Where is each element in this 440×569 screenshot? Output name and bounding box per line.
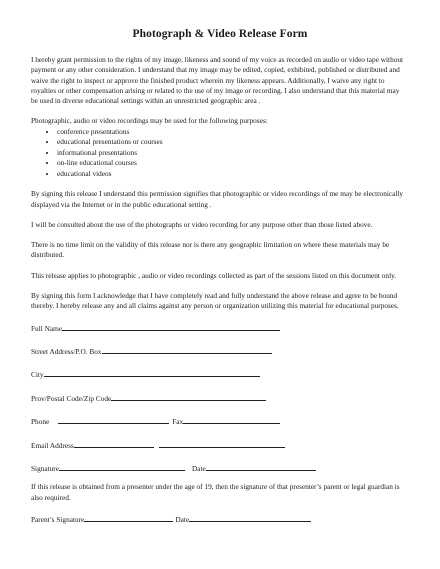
parent-date-label: Date (175, 514, 190, 524)
email-line[interactable] (74, 439, 154, 448)
acknowledge-paragraph: By signing this form I acknowledge that I have completely read and fully understand the above release and agree to be bound thereby. I hereby release any and all claims against any person or organization utilizing this material for educational purposes. (31, 291, 399, 311)
city-row (31, 368, 408, 391)
parent-signature-line[interactable] (84, 513, 173, 522)
email-label: Email Address (31, 440, 74, 450)
phone-line[interactable] (58, 415, 169, 424)
list-item: • informational presentations (57, 148, 408, 159)
consulted-paragraph: I will be consulted about the use of the photographs or video recording for any purpose other than those listed above. (31, 219, 373, 229)
form-title: Photograph & Video Release Form (132, 28, 308, 40)
list-item: • educational presentations or courses (57, 137, 408, 148)
postal-row (31, 392, 408, 415)
phone-label: Phone (31, 417, 50, 427)
list-item: • educational videos (57, 169, 408, 180)
fax-line[interactable] (183, 415, 280, 424)
postal-label: Prov/Postal Code/Zip Code (31, 393, 112, 403)
list-item: • on-line educational courses (57, 158, 408, 169)
street-row (31, 345, 408, 368)
full-name-line[interactable] (62, 322, 280, 331)
purposes-intro: Photographic, audio or video recordings may be used for the following purposes: (31, 116, 268, 126)
applies-paragraph: This release applies to photographic , audio or video recordings collected as part of the sessions listed on this document only. (31, 270, 397, 280)
purposes-list (31, 127, 408, 180)
city-line[interactable] (44, 368, 260, 377)
parent-date-line[interactable] (189, 513, 311, 522)
full-name-row (31, 322, 408, 345)
contact-fields (31, 322, 408, 486)
email-row (31, 439, 408, 462)
signature-line[interactable] (59, 462, 185, 471)
no-time-limit-paragraph: There is no time limit on the validity of this release nor is there any geographic limitation on where these materials may be distributed. (31, 240, 390, 260)
phone-fax-row (31, 415, 408, 438)
full-name-label: Full Name (31, 323, 63, 333)
postal-line[interactable] (111, 392, 266, 401)
email-line-2[interactable] (159, 439, 285, 448)
date-label: Date (191, 464, 206, 473)
minor-paragraph: If this release is obtained from a presenter under the age of 19, then the signature of that presenter’s parent or legal guardian is also required. (31, 482, 400, 502)
signing-paragraph: By signing this release I understand this permission signifies that photographic or video recordings of me may be electronically displayed via the Internet or in the public educational setting . (31, 189, 404, 209)
street-label: Street Address/P.O. Box (31, 347, 102, 357)
form-body (31, 55, 408, 536)
parent-signature-label: Parent’s Signature (31, 514, 85, 524)
permission-paragraph: I hereby grant permission to the rights of my image, likeness and sound of my voice as recorded on audio or video tape without payment or any other consideration. I understand that my image may be edited, copied, exhibited, published or distributed and waive the right to inspect or approve the finished product wherein my likeness appears. Additionally, I waive any right to royalties or other compensation arising or related to the use of my image or recording. I also understand that this material may be used in diverse educational settings within an unrestricted geographic area . (31, 55, 404, 106)
city-label: City (31, 370, 44, 380)
parent-signature-row (31, 513, 408, 536)
list-item: • conference presentations (57, 127, 408, 138)
street-line[interactable] (102, 345, 272, 354)
fax-label: Fax (172, 417, 184, 427)
signature-label: Signature (31, 464, 59, 473)
date-line[interactable] (206, 462, 316, 471)
